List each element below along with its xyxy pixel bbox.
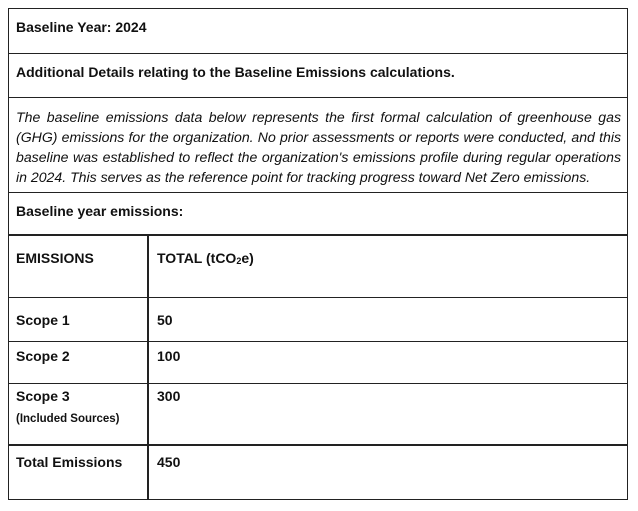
emissions-column-header: EMISSIONS <box>16 250 94 266</box>
baseline-year-label: Baseline Year: 2024 <box>16 19 147 35</box>
baseline-emissions-document <box>8 8 628 500</box>
table-row-scope-3 <box>9 384 627 446</box>
baseline-year-row <box>9 9 627 54</box>
scope-3-value: 300 <box>157 388 181 404</box>
total-header-suffix: e) <box>241 250 254 266</box>
scope-1-value: 50 <box>157 312 173 328</box>
baseline-description: The baseline emissions data below represents the first formal calculation of greenhouse gas (GHG) emissions for the organization. No prior assessments or reports were conducted, and this baseline was established to reflect the organization's emissions profile during regular operations in 2024. This serves as the reference point for tracking progress toward Net Zero emissions. <box>16 109 621 185</box>
total-header-prefix: TOTAL (tCO <box>157 250 237 266</box>
table-row-total <box>9 446 627 499</box>
table-row-scope-2 <box>9 342 627 384</box>
emissions-table <box>9 236 627 499</box>
additional-details-heading: Additional Details relating to the Baseline Emissions calculations. <box>16 64 455 80</box>
table-row-scope-1 <box>9 298 627 342</box>
scope-2-label: Scope 2 <box>16 348 70 364</box>
total-emissions-value: 450 <box>157 454 181 470</box>
baseline-emissions-heading: Baseline year emissions: <box>16 203 184 219</box>
total-emissions-label: Total Emissions <box>16 454 123 470</box>
total-column-header <box>157 250 254 266</box>
additional-details-row <box>9 54 627 98</box>
total-header-subscript: 2 <box>236 256 242 266</box>
table-header-row <box>9 236 627 298</box>
scope-2-value: 100 <box>157 348 181 364</box>
baseline-emissions-row <box>9 193 627 236</box>
scope-1-label: Scope 1 <box>16 312 70 328</box>
scope-3-label: Scope 3 <box>16 388 70 404</box>
description-row <box>9 98 627 193</box>
scope-3-sublabel: (Included Sources) <box>16 413 120 425</box>
